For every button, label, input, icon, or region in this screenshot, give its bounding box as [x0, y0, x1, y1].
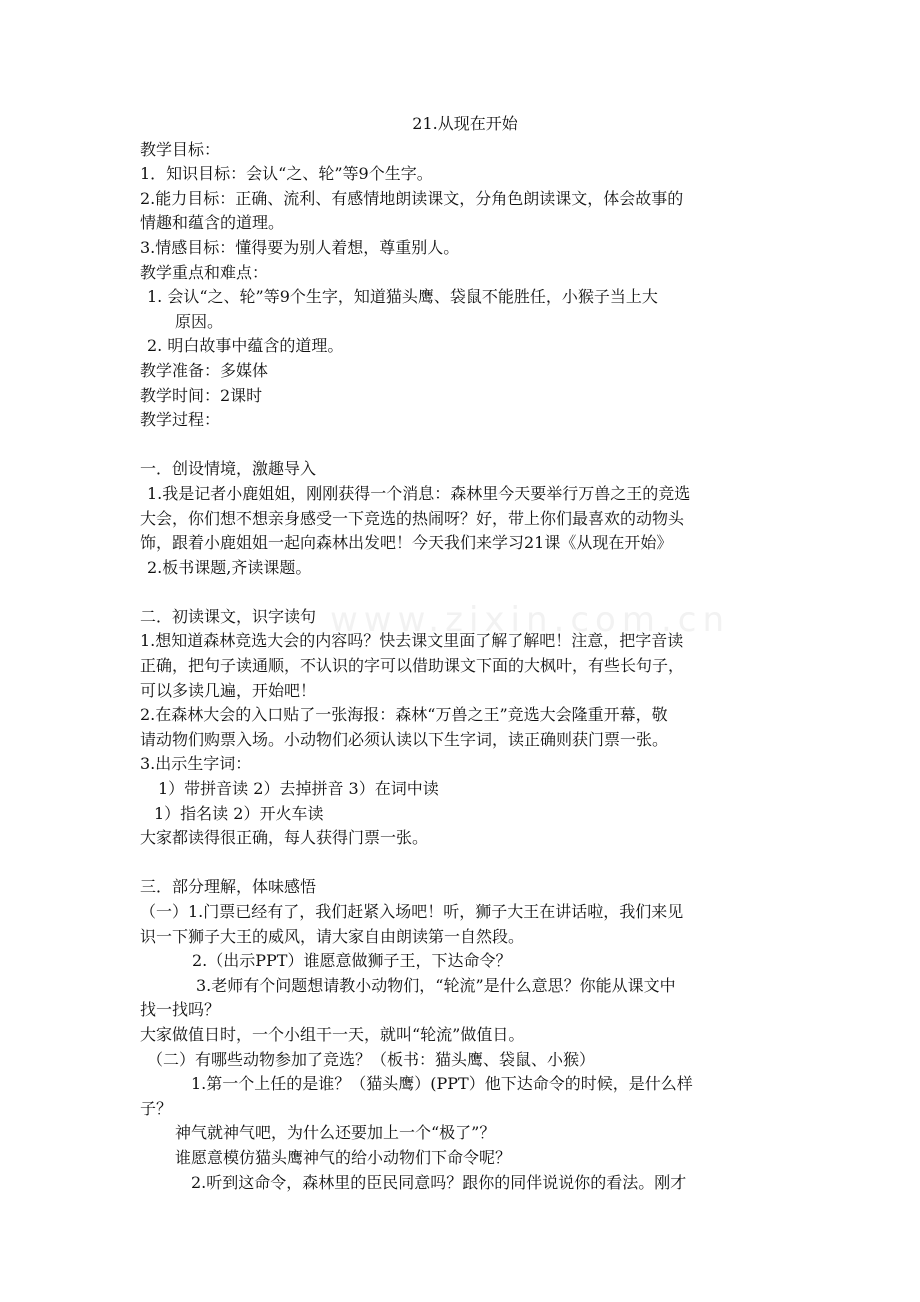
text-line: 识一下狮子大王的威风，请大家自由朗读第一自然段。 [140, 926, 525, 946]
text-line: 2.能力目标：正确、流利、有感情地朗读课文，分角色朗读课文，体会故事的 [140, 188, 684, 208]
text-line: 1）指名读 2）开火车读 [154, 803, 324, 823]
text-line: 找一找吗？ [140, 1000, 221, 1020]
text-line: 1. 会认“之、轮”等9个生字，知道猫头鹰、袋鼠不能胜任，小猴子当上大 [147, 287, 658, 307]
text-line: 教学重点和难点： [140, 262, 269, 282]
text-line: 谁愿意模仿猫头鹰神气的给小动物们下命令呢？ [175, 1147, 512, 1167]
text-line: 情趣和蕴含的道理。 [140, 213, 285, 233]
text-line: 教学过程： [140, 410, 221, 430]
text-line: 2.听到这命令，森林里的臣民同意吗？跟你的同伴说说你的看法。刚才 [191, 1172, 687, 1192]
watermark: www.zixin.com.cn [330, 600, 730, 640]
blank-line [140, 580, 790, 605]
text-line: 1.第一个上任的是谁？（猫头鹰）(PPT）他下达命令的时候，是什么样 [191, 1074, 693, 1094]
text-line: 1.想知道森林竞选大会的内容吗？快去课文里面了解了解吧！注意，把字音读 [140, 631, 684, 651]
text-line: 3.老师有个问题想请教小动物们，“轮流”是什么意思？你能从课文中 [196, 975, 676, 995]
text-line: 可以多读几遍，开始吧！ [140, 680, 317, 700]
text-line: 正确，把句子读通顺，不认识的字可以借助课文下面的大枫叶，有些长句子， [140, 656, 685, 676]
text-line: 子？ [140, 1098, 173, 1118]
text-line: 2.在森林大会的入口贴了一张海报：森林“万兽之王”竞选大会隆重开幕，敬 [140, 705, 668, 725]
text-line: 教学准备：多媒体 [140, 360, 269, 380]
text-line: 大家都读得很正确，每人获得门票一张。 [140, 828, 429, 848]
section-heading: 二．初读课文，识字读句 [140, 606, 317, 626]
text-line: 请动物们购票入场。小动物们必须认读以下生字词，读正确则获门票一张。 [140, 729, 669, 749]
text-line: 1）带拼音读 2）去掉拼音 3）在词中读 [158, 779, 439, 799]
section-heading: 一．创设情境，激趣导入 [140, 459, 317, 479]
text-line: 1．知识目标：会认“之、轮”等9个生字。 [140, 164, 433, 184]
document-page [140, 112, 790, 1195]
text-line: 大家做值日时，一个小组干一天，就叫“轮流”做值日。 [140, 1024, 525, 1044]
text-line: 1.我是记者小鹿姐姐，刚刚获得一个消息：森林里今天要举行万兽之王的竞选 [147, 483, 691, 503]
section-heading: 三．部分理解，体味感悟 [140, 877, 317, 897]
text-line: （一）1.门票已经有了，我们赶紧入场吧！听，狮子大王在讲话啦，我们来见 [140, 902, 684, 921]
text-line: 饰，跟着小鹿姐姐一起向森林出发吧！今天我们来学习21课《从现在开始》 [140, 533, 673, 553]
text-line: 3.情感目标：懂得要为别人着想，尊重别人。 [140, 237, 460, 257]
text-line: 教学目标： [140, 139, 221, 159]
text-line: 大会，你们想不想亲身感受一下竞选的热闹呀？好，带上你们最喜欢的动物头 [140, 508, 685, 528]
blank-line [140, 433, 790, 458]
text-line: 3.出示生字词： [140, 754, 252, 774]
document-title: 21.从现在开始 [412, 114, 518, 133]
text-line: 教学时间：2课时 [140, 385, 263, 405]
blank-line [140, 851, 790, 876]
text-line: 神气就神气吧，为什么还要加上一个“极了”？ [175, 1123, 496, 1143]
text-line: 2. 明白故事中蕴含的道理。 [147, 336, 344, 356]
text-line: 原因。 [175, 311, 224, 331]
text-line: 2.板书课题,齐读课题。 [147, 557, 312, 577]
text-line: 2.（出示PPT）谁愿意做狮子王，下达命令？ [192, 951, 512, 971]
text-line: （二）有哪些动物参加了竞选？（板书：猫头鹰、袋鼠、小猴） [147, 1049, 596, 1069]
